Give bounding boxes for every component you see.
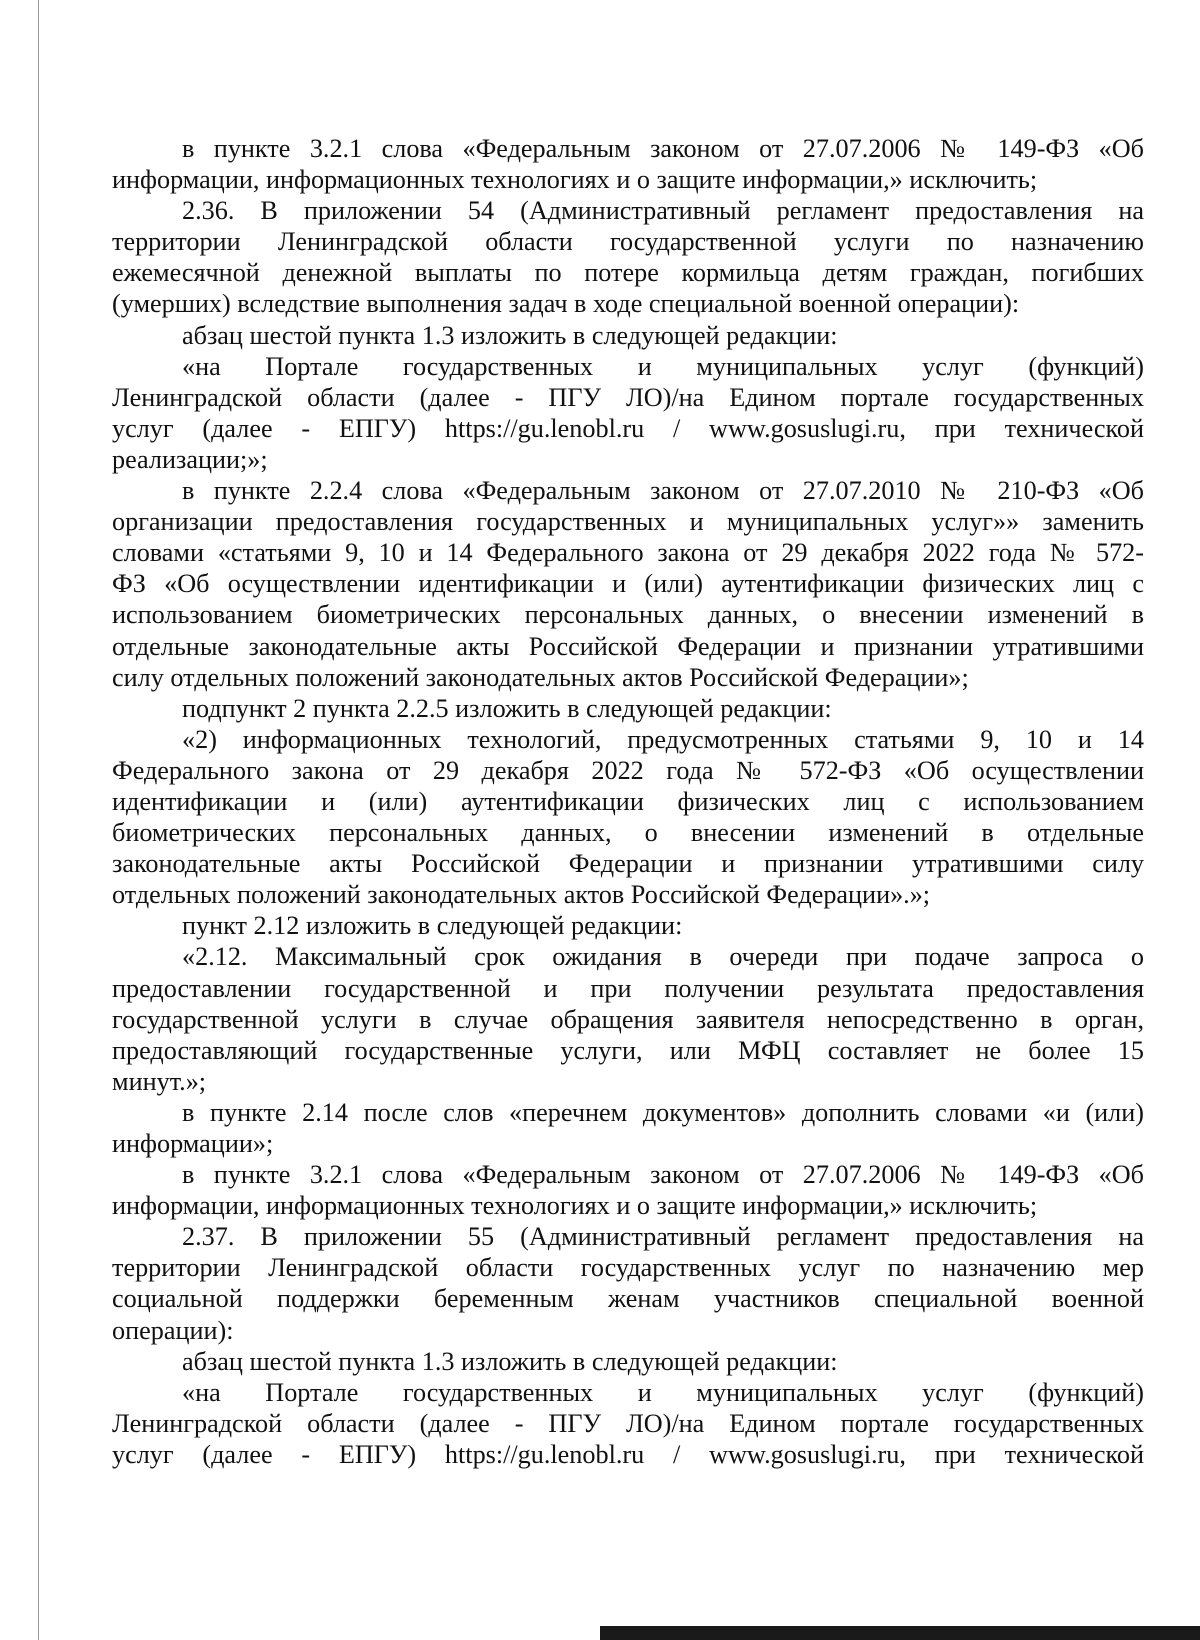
paragraph — [112, 1159, 1144, 1221]
text-line: ФЗ «Об осуществлении идентификации и (или) аутентификации физических лиц с — [112, 569, 1144, 599]
text-line: информации, информационных технологиях и о защите информации,» исключить; — [112, 1191, 1038, 1221]
text-line: словами «статьями 9, 10 и 14 Федерального закона от 29 декабря 2022 года № 572- — [112, 538, 1144, 568]
text-line: предоставлении государственной и при получении результата предоставления — [112, 973, 1144, 1003]
text-line: территории Ленинградской области государственной услуги по назначению — [112, 227, 1144, 257]
text-line: в пункте 3.2.1 слова «Федеральным законом от 27.07.2006 № 149-ФЗ «Об — [182, 1160, 1144, 1190]
paragraph — [112, 195, 1144, 319]
text-line: идентификации и (или) аутентификации физических лиц с использованием — [112, 786, 1144, 816]
text-line: предоставляющий государственные услуги, или МФЦ составляет не более 15 — [112, 1035, 1144, 1065]
text-line: организации предоставления государственных и муниципальных услуг»» заменить — [112, 507, 1144, 537]
text-line: услуг (далее - ЕПГУ) https://gu.lenobl.ru / www.gosuslugi.ru, при технической — [112, 1439, 1144, 1469]
paragraph — [112, 910, 1144, 941]
text-line: территории Ленинградской области государственных услуг по назначению мер — [112, 1253, 1144, 1283]
text-line: социальной поддержки беременным женам участников специальной военной — [112, 1284, 1144, 1314]
text-line: информации»; — [112, 1129, 274, 1158]
text-line: использованием биометрических персональных данных, о внесении изменений в — [112, 600, 1144, 630]
paragraph — [112, 133, 1144, 195]
paragraph — [112, 1377, 1144, 1470]
paragraph — [112, 320, 1144, 351]
text-line: Федерального закона от 29 декабря 2022 года № 572-ФЗ «Об осуществлении — [112, 755, 1144, 785]
paragraph — [112, 693, 1144, 724]
text-line: пункт 2.12 изложить в следующей редакции: — [182, 911, 683, 941]
text-line: Ленинградской области (далее - ПГУ ЛО)/на Едином портале государственных — [112, 382, 1144, 412]
text-line: подпункт 2 пункта 2.2.5 изложить в следующей редакции: — [182, 693, 832, 723]
paragraph — [112, 1221, 1144, 1345]
text-line: отдельных положений законодательных актов Российской Федерации».»; — [112, 880, 931, 910]
text-line: «на Портале государственных и муниципальных услуг (функций) — [182, 1377, 1144, 1407]
scan-bottom-edge — [600, 1626, 1200, 1640]
text-line: информации, информационных технологиях и о защите информации,» исключить; — [112, 165, 1038, 195]
text-line: силу отдельных положений законодательных актов Российской Федерации»; — [112, 662, 969, 692]
scan-left-edge — [38, 0, 39, 1640]
text-line: в пункте 2.2.4 слова «Федеральным законом от 27.07.2010 № 210-ФЗ «Об — [182, 476, 1144, 506]
text-line: абзац шестой пункта 1.3 изложить в следующей редакции: — [182, 320, 838, 350]
text-line: услуг (далее - ЕПГУ) https://gu.lenobl.ru / www.gosuslugi.ru, при технической — [112, 413, 1144, 443]
text-line: «на Портале государственных и муниципальных услуг (функций) — [182, 351, 1144, 381]
text-line: законодательные акты Российской Федерации и признании утратившими силу — [112, 849, 1144, 879]
text-line: операции): — [112, 1315, 234, 1345]
text-line: 2.37. В приложении 55 (Административный регламент предоставления на — [182, 1222, 1144, 1252]
paragraph — [112, 941, 1144, 1096]
paragraph — [112, 351, 1144, 475]
text-line: отдельные законодательные акты Российской Федерации и признании утратившими — [112, 631, 1144, 661]
text-line: (умерших) вследствие выполнения задач в ходе специальной военной операции): — [112, 289, 1020, 319]
paragraph — [112, 1097, 1144, 1159]
paragraph — [112, 1346, 1144, 1377]
text-line: «2) информационных технологий, предусмотренных статьями 9, 10 и 14 — [182, 724, 1144, 754]
text-line: в пункте 2.14 после слов «перечнем документов» дополнить словами «и (или) — [182, 1097, 1144, 1127]
text-line: биометрических персональных данных, о внесении изменений в отдельные — [112, 818, 1144, 848]
text-line: в пункте 3.2.1 слова «Федеральным законом от 27.07.2006 № 149-ФЗ «Об — [182, 134, 1144, 163]
text-line: 2.36. В приложении 54 (Административный регламент предоставления на — [182, 196, 1144, 226]
text-line: абзац шестой пункта 1.3 изложить в следующей редакции: — [182, 1346, 838, 1376]
paragraph — [112, 475, 1144, 693]
text-line: реализации;»; — [112, 444, 268, 474]
paragraph — [112, 724, 1144, 911]
document-page — [112, 133, 1144, 1470]
text-line: ежемесячной денежной выплаты по потере кормильца детям граждан, погибших — [112, 258, 1144, 288]
text-line: государственной услуги в случае обращения заявителя непосредственно в орган, — [112, 1004, 1144, 1034]
text-line: минут.»; — [112, 1066, 207, 1096]
text-line: «2.12. Максимальный срок ожидания в очереди при подаче запроса о — [182, 942, 1144, 972]
text-line: Ленинградской области (далее - ПГУ ЛО)/на Едином портале государственных — [112, 1408, 1144, 1438]
